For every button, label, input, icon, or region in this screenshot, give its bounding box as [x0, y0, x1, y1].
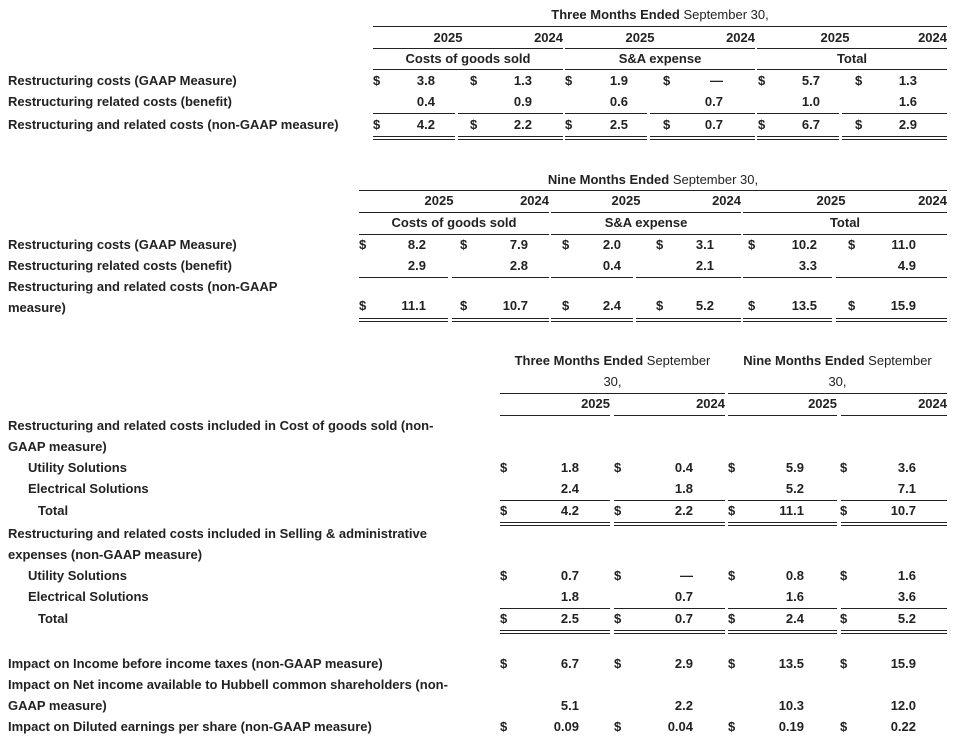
header-nine-months-line2: 30,: [828, 374, 847, 389]
cell-value: 2.4: [602, 298, 621, 313]
currency-symbol: $: [840, 460, 848, 475]
currency-symbol: $: [614, 611, 622, 626]
double-rule: [565, 136, 647, 140]
group-header-total: Total: [829, 215, 861, 230]
cell-value: 0.7: [704, 117, 723, 132]
currency-symbol: $: [359, 298, 367, 313]
cell-value: 0.7: [674, 611, 693, 626]
rule: [757, 113, 839, 114]
rule: [614, 500, 725, 501]
cell-value: 2.2: [674, 698, 693, 713]
table2-title-rest: September 30,: [669, 172, 759, 187]
rule: [743, 234, 947, 235]
group-header-cogs: Costs of goods sold: [405, 51, 531, 66]
rule: [551, 212, 741, 213]
row-label-total: Total: [38, 611, 69, 626]
year-header: 2025: [611, 193, 641, 208]
cell-value: 2.8: [509, 258, 528, 273]
cell-value: 1.6: [898, 94, 917, 109]
currency-symbol: $: [565, 117, 573, 132]
currency-symbol: $: [500, 611, 508, 626]
currency-symbol: $: [748, 237, 756, 252]
cell-value: 1.6: [897, 568, 916, 583]
year-header: 2025: [820, 30, 850, 45]
cell-value: 11.1: [779, 503, 804, 518]
currency-symbol: $: [840, 656, 848, 671]
year-header: 2025: [424, 193, 454, 208]
year-header: 2025: [625, 30, 655, 45]
cell-value: 0.7: [560, 568, 579, 583]
cell-value: 10.3: [778, 698, 804, 713]
rule: [458, 113, 563, 114]
table1-title-bold: Three Months Ended: [551, 7, 680, 22]
header-nine-bold: Nine Months Ended: [743, 353, 865, 368]
group-header-total: Total: [836, 51, 868, 66]
row-label: Restructuring related costs (benefit): [8, 258, 232, 273]
cell-value: 1.3: [898, 73, 917, 88]
row-label-impact-net-income: Impact on Net income available to Hubbell common shareholders (non-: [8, 677, 448, 692]
rule: [842, 113, 947, 114]
currency-symbol: $: [373, 73, 381, 88]
cell-value: 1.0: [801, 94, 820, 109]
cell-value: 0.8: [785, 568, 804, 583]
double-rule: [757, 136, 839, 140]
header-three-bold: Three Months Ended: [514, 353, 644, 368]
currency-symbol: $: [748, 298, 756, 313]
double-rule: [836, 318, 947, 322]
table1-title-rest: September 30,: [679, 7, 769, 22]
rule: [373, 26, 947, 27]
cell-value: 5.2: [897, 611, 916, 626]
cell-value: 0.04: [667, 719, 693, 734]
year-header: 2024: [520, 193, 549, 208]
double-rule: [841, 522, 947, 526]
year-header: 2024: [918, 396, 947, 411]
currency-symbol: $: [373, 117, 381, 132]
cell-value: 2.2: [513, 117, 532, 132]
rule: [359, 190, 947, 191]
row-label-total: Total: [38, 503, 69, 518]
double-rule: [636, 318, 741, 322]
currency-symbol: $: [565, 73, 573, 88]
section-heading-sa: Restructuring and related costs included in Selling & administrative: [8, 526, 427, 541]
rule: [551, 277, 633, 278]
currency-symbol: $: [728, 719, 736, 734]
year-header: 2024: [534, 30, 563, 45]
row-label-impact-net-income-continued: GAAP measure): [8, 698, 107, 713]
table1-title: [373, 7, 947, 23]
year-header: 2024: [726, 30, 755, 45]
year-header: 2024: [696, 396, 725, 411]
group-header-sa: S&A expense: [604, 215, 688, 230]
cell-value: 0.7: [704, 94, 723, 109]
currency-symbol: $: [562, 298, 570, 313]
cell-value: 2.1: [695, 258, 714, 273]
cell-value: 2.9: [898, 117, 917, 132]
double-rule: [452, 318, 549, 322]
cell-value: 13.5: [778, 656, 804, 671]
currency-symbol: $: [500, 460, 508, 475]
rule: [565, 113, 647, 114]
row-label: Restructuring costs (GAAP Measure): [8, 237, 237, 252]
header-three-months: [500, 353, 725, 369]
currency-symbol: $: [840, 503, 848, 518]
double-rule: [728, 630, 837, 634]
cell-value: 0.19: [778, 719, 804, 734]
rule: [841, 500, 947, 501]
year-header: 2024: [712, 193, 741, 208]
header-three-rest: September: [643, 353, 711, 368]
double-rule: [728, 522, 837, 526]
currency-symbol: $: [728, 503, 736, 518]
cell-value: 2.5: [609, 117, 628, 132]
cell-value: 0.4: [416, 94, 435, 109]
cell-value: 2.5: [560, 611, 579, 626]
currency-symbol: $: [656, 237, 664, 252]
cell-value: 1.3: [513, 73, 532, 88]
cell-value: 4.2: [560, 503, 579, 518]
double-rule: [841, 630, 947, 634]
currency-symbol: $: [500, 656, 508, 671]
rule: [359, 212, 549, 213]
rule: [728, 415, 837, 416]
currency-symbol: $: [562, 237, 570, 252]
rule: [614, 608, 725, 609]
cell-value: 5.7: [801, 73, 820, 88]
currency-symbol: $: [663, 117, 671, 132]
currency-symbol: $: [470, 117, 478, 132]
cell-value: 4.9: [897, 258, 916, 273]
cell-value: 3.8: [416, 73, 435, 88]
cell-value: 7.9: [509, 237, 528, 252]
row-label: Electrical Solutions: [28, 481, 149, 496]
currency-symbol: $: [728, 656, 736, 671]
rule: [359, 234, 549, 235]
cell-value: 0.9: [513, 94, 532, 109]
rule: [373, 113, 455, 114]
rule: [551, 234, 741, 235]
currency-symbol: $: [855, 73, 863, 88]
cell-value: 3.1: [695, 237, 714, 252]
cell-value: 3.6: [897, 460, 916, 475]
cell-value: 0.4: [674, 460, 693, 475]
cell-value: 1.6: [785, 589, 804, 604]
currency-symbol: $: [359, 237, 367, 252]
currency-symbol: $: [840, 719, 848, 734]
header-nine-months: [728, 353, 947, 369]
currency-symbol: $: [500, 503, 508, 518]
double-rule: [614, 522, 725, 526]
row-label-impact-income: Impact on Income before income taxes (non-GAAP measure): [8, 656, 383, 671]
row-label: Restructuring and related costs (non-GAAP: [8, 279, 278, 294]
cell-value: 6.7: [801, 117, 820, 132]
cell-value: 5.2: [695, 298, 714, 313]
row-label: Restructuring related costs (benefit): [8, 94, 232, 109]
rule: [841, 608, 947, 609]
rule: [500, 608, 610, 609]
cell-value: 2.4: [560, 481, 579, 496]
rule: [614, 415, 725, 416]
cell-value: 5.2: [785, 481, 804, 496]
currency-symbol: $: [728, 460, 736, 475]
rule: [757, 48, 947, 49]
cell-value: 5.9: [785, 460, 804, 475]
rule: [359, 277, 448, 278]
rule: [757, 69, 947, 70]
currency-symbol: $: [663, 73, 671, 88]
cell-value: 10.7: [502, 298, 528, 313]
currency-symbol: $: [758, 73, 766, 88]
cell-value: 10.2: [791, 237, 817, 252]
row-label: Utility Solutions: [28, 568, 127, 583]
cell-value: 15.9: [890, 298, 916, 313]
row-label-continued: measure): [8, 300, 66, 315]
rule: [373, 69, 563, 70]
double-rule: [500, 630, 610, 634]
double-rule: [373, 136, 455, 140]
cell-value: 2.9: [407, 258, 426, 273]
row-label: Utility Solutions: [28, 460, 127, 475]
cell-value: 11.1: [401, 298, 426, 313]
year-header: 2025: [808, 396, 837, 411]
rule: [836, 277, 947, 278]
cell-value: 0.4: [602, 258, 621, 273]
cell-value: 10.7: [890, 503, 916, 518]
rule: [650, 113, 755, 114]
currency-symbol: $: [758, 117, 766, 132]
cell-value: 4.2: [416, 117, 435, 132]
double-rule: [650, 136, 755, 140]
rule: [841, 415, 947, 416]
year-header: 2025: [581, 396, 610, 411]
cell-value: 1.8: [560, 589, 579, 604]
section-heading-cogs-continued: GAAP measure): [8, 439, 107, 454]
rule: [500, 500, 610, 501]
rule: [728, 500, 837, 501]
row-label-impact-eps: Impact on Diluted earnings per share (non-GAAP measure): [8, 719, 372, 734]
cell-value: 7.1: [897, 481, 916, 496]
rule: [500, 393, 725, 394]
cell-value: 2.9: [674, 656, 693, 671]
double-rule: [500, 522, 610, 526]
cell-value: 5.1: [560, 698, 579, 713]
group-header-sa: S&A expense: [618, 51, 702, 66]
cell-value: 8.2: [407, 237, 426, 252]
cell-value: 12.0: [890, 698, 916, 713]
cell-value: 0.7: [674, 589, 693, 604]
row-label: Restructuring costs (GAAP Measure): [8, 73, 237, 88]
rule: [565, 69, 755, 70]
double-rule: [842, 136, 947, 140]
currency-symbol: $: [728, 568, 736, 583]
rule: [743, 277, 832, 278]
table2-title-bold: Nine Months Ended: [547, 172, 670, 187]
currency-symbol: $: [840, 611, 848, 626]
cell-value: 1.8: [560, 460, 579, 475]
rule: [636, 277, 741, 278]
currency-symbol: $: [500, 568, 508, 583]
year-header: 2025: [433, 30, 463, 45]
cell-value: 2.0: [602, 237, 621, 252]
cell-value: —: [710, 73, 723, 88]
cell-value: 2.4: [785, 611, 804, 626]
currency-symbol: $: [848, 298, 856, 313]
header-nine-rest: September: [864, 353, 932, 368]
cell-value: 0.6: [609, 94, 628, 109]
currency-symbol: $: [460, 298, 468, 313]
cell-value: 0.22: [890, 719, 916, 734]
cell-value: 15.9: [890, 656, 916, 671]
rule: [565, 48, 755, 49]
group-header-cogs: Costs of goods sold: [391, 215, 517, 230]
double-rule: [458, 136, 563, 140]
cell-value: 2.2: [674, 503, 693, 518]
currency-symbol: $: [460, 237, 468, 252]
rule: [728, 608, 837, 609]
section-heading-sa-continued: expenses (non-GAAP measure): [8, 547, 203, 562]
currency-symbol: $: [614, 656, 622, 671]
cell-value: 13.5: [791, 298, 817, 313]
currency-symbol: $: [614, 719, 622, 734]
row-label: Restructuring and related costs (non-GAAP measure): [8, 117, 339, 132]
currency-symbol: $: [614, 460, 622, 475]
year-header: 2025: [816, 193, 846, 208]
cell-value: 3.6: [897, 589, 916, 604]
rule: [743, 212, 947, 213]
row-label: Electrical Solutions: [28, 589, 149, 604]
rule: [373, 48, 563, 49]
currency-symbol: $: [656, 298, 664, 313]
cell-value: 6.7: [560, 656, 579, 671]
year-header: 2024: [918, 193, 947, 208]
table2-title: [359, 172, 947, 188]
currency-symbol: $: [500, 719, 508, 734]
currency-symbol: $: [614, 568, 622, 583]
rule: [452, 277, 549, 278]
cell-value: 1.9: [609, 73, 628, 88]
header-three-months-line2: 30,: [603, 374, 622, 389]
cell-value: 11.0: [891, 237, 916, 252]
currency-symbol: $: [848, 237, 856, 252]
currency-symbol: $: [470, 73, 478, 88]
cell-value: —: [680, 568, 693, 583]
section-heading-cogs: Restructuring and related costs included in Cost of goods sold (non-: [8, 418, 434, 433]
currency-symbol: $: [614, 503, 622, 518]
cell-value: 0.09: [553, 719, 579, 734]
rule: [500, 415, 610, 416]
currency-symbol: $: [840, 568, 848, 583]
double-rule: [551, 318, 633, 322]
double-rule: [743, 318, 832, 322]
double-rule: [614, 630, 725, 634]
year-header: 2024: [918, 30, 947, 45]
rule: [728, 393, 947, 394]
currency-symbol: $: [728, 611, 736, 626]
cell-value: 3.3: [798, 258, 817, 273]
double-rule: [359, 318, 448, 322]
cell-value: 1.8: [674, 481, 693, 496]
currency-symbol: $: [855, 117, 863, 132]
